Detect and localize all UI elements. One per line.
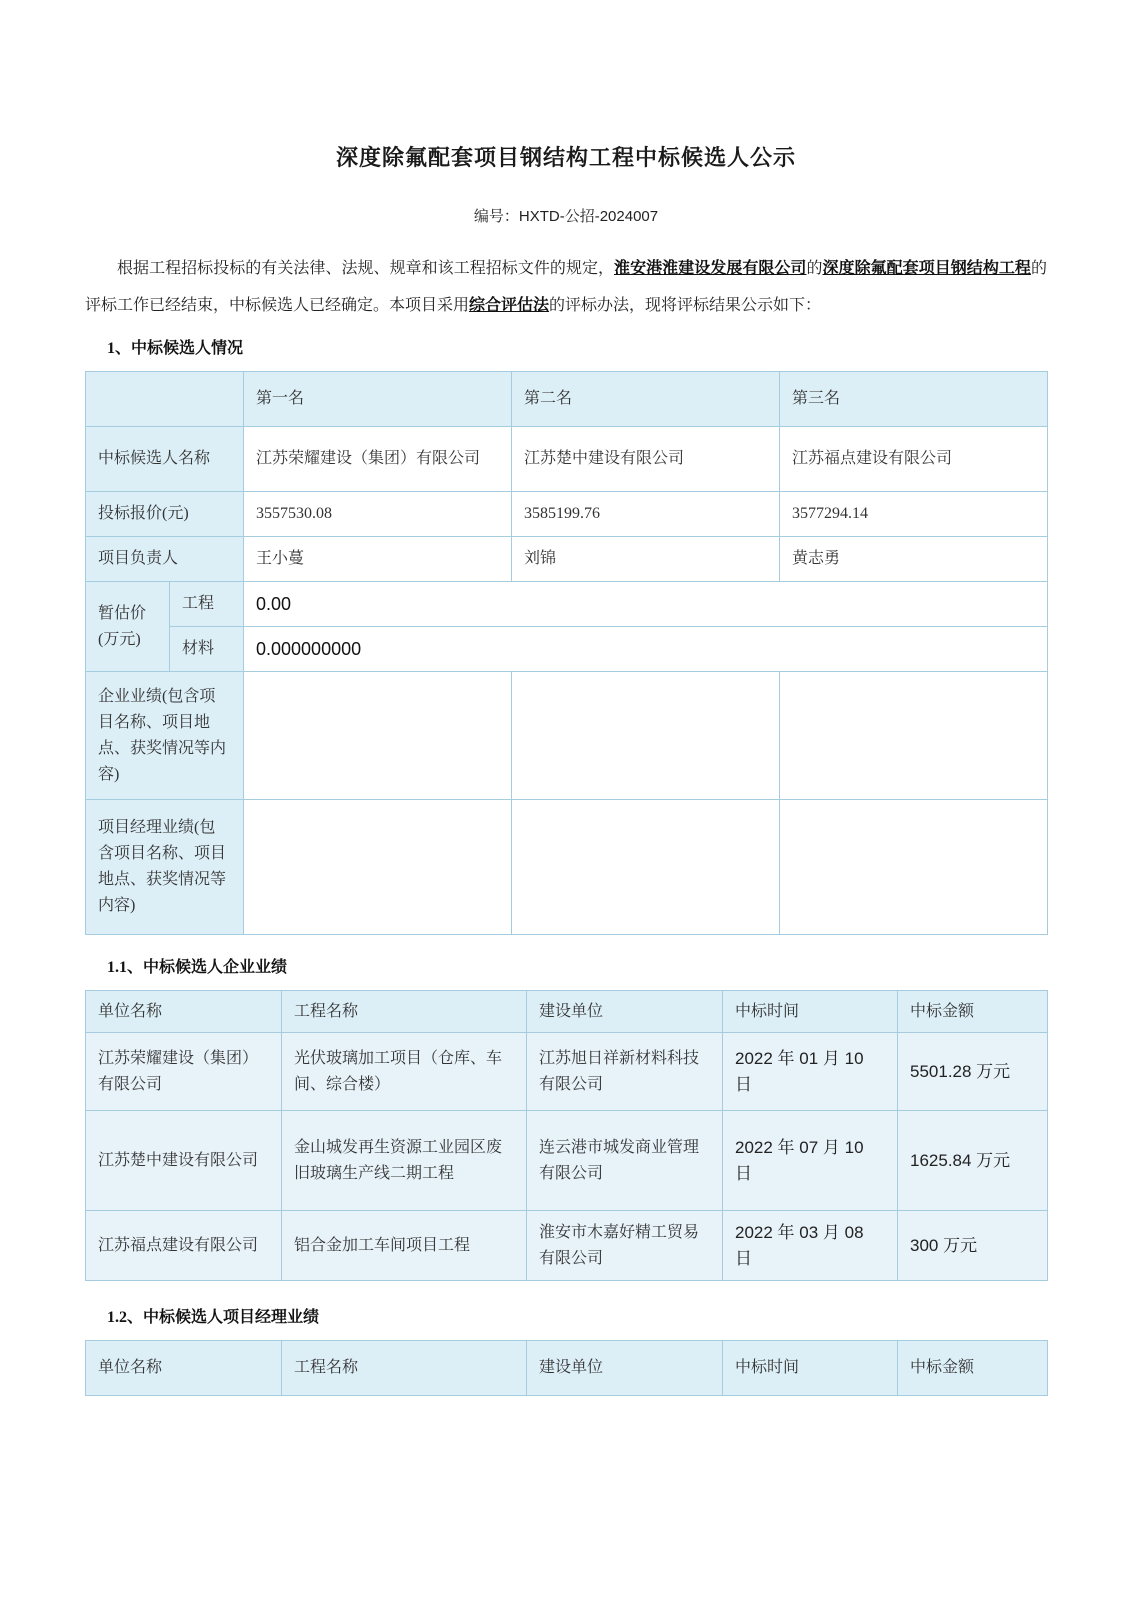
project-manager-1: 王小蔓 bbox=[244, 537, 512, 582]
col-header-company: 单位名称 bbox=[86, 1341, 282, 1396]
page-title: 深度除氟配套项目钢结构工程中标候选人公示 bbox=[335, 145, 796, 170]
cell-company: 江苏楚中建设有限公司 bbox=[86, 1111, 282, 1211]
cell-owner: 淮安市木嘉好精工贸易有限公司 bbox=[527, 1211, 723, 1281]
cell-amount: 1625.84 万元 bbox=[898, 1111, 1048, 1211]
doc-number: 编号：HXTD-公招-2024007 bbox=[473, 208, 659, 225]
cell-project: 金山城发再生资源工业园区废旧玻璃生产线二期工程 bbox=[282, 1111, 527, 1211]
intro-paragraph bbox=[85, 250, 1047, 324]
project-manager-3: 黄志勇 bbox=[780, 537, 1048, 582]
table-row bbox=[86, 1111, 1048, 1211]
row-label: 项目负责人 bbox=[86, 537, 244, 582]
cell-company: 江苏荣耀建设（集团）有限公司 bbox=[86, 1033, 282, 1111]
intro-lead: 根据工程招标投标的有关法律、法规、规章和该工程招标文件的规定， bbox=[117, 260, 615, 277]
table-row bbox=[86, 492, 1048, 537]
enterprise-performance-label: 企业业绩(包含项目名称、项目地点、获奖情况等内容) bbox=[86, 672, 244, 800]
estimate-label-line1: 暂估价 bbox=[98, 604, 147, 622]
enterprise-performance-2 bbox=[512, 672, 780, 800]
cell-owner: 江苏旭日祥新材料科技有限公司 bbox=[527, 1033, 723, 1111]
col-header-owner: 建设单位 bbox=[527, 991, 723, 1033]
rank-header-first: 第一名 bbox=[244, 372, 512, 427]
cell-project: 光伏玻璃加工项目（仓库、车间、综合楼） bbox=[282, 1033, 527, 1111]
candidate-name-1: 江苏荣耀建设（集团）有限公司 bbox=[244, 427, 512, 492]
col-header-date: 中标时间 bbox=[723, 1341, 898, 1396]
pm-performance-table bbox=[85, 1340, 1048, 1396]
table-row bbox=[86, 672, 1048, 800]
bid-price-1: 3557530.08 bbox=[244, 492, 512, 537]
section-1-heading: 1、中标候选人情况 bbox=[107, 340, 244, 357]
section-1-1-heading: 1.1、中标候选人企业业绩 bbox=[107, 959, 288, 976]
cell-company: 江苏福点建设有限公司 bbox=[86, 1211, 282, 1281]
candidates-table bbox=[85, 371, 1048, 935]
intro-tail: 的评标办法，现将评标结果公示如下： bbox=[549, 297, 822, 314]
table-row bbox=[86, 627, 1048, 672]
col-header-company: 单位名称 bbox=[86, 991, 282, 1033]
col-header-date: 中标时间 bbox=[723, 991, 898, 1033]
table-row bbox=[86, 582, 1048, 627]
cell-project: 铝合金加工车间项目工程 bbox=[282, 1211, 527, 1281]
project-name: 深度除氟配套项目钢结构工程 bbox=[822, 260, 1031, 277]
intro-conn: 的 bbox=[806, 260, 823, 277]
enterprise-performance-1 bbox=[244, 672, 512, 800]
enterprise-performance-3 bbox=[780, 672, 1048, 800]
table-row bbox=[86, 427, 1048, 492]
cell-date: 2022 年 07 月 10 日 bbox=[723, 1111, 898, 1211]
evaluation-method: 综合评估法 bbox=[469, 297, 550, 314]
section-1-2-heading: 1.2、中标候选人项目经理业绩 bbox=[107, 1309, 320, 1326]
estimate-material-value: 0.000000000 bbox=[244, 627, 1048, 672]
enterprise-performance-table bbox=[85, 990, 1048, 1281]
table-header-row bbox=[86, 991, 1048, 1033]
manager-performance-2 bbox=[512, 800, 780, 935]
manager-performance-3 bbox=[780, 800, 1048, 935]
table-row bbox=[86, 537, 1048, 582]
col-header-amount: 中标金额 bbox=[898, 991, 1048, 1033]
estimate-label-line2: (万元) bbox=[98, 630, 141, 648]
table-row bbox=[86, 800, 1048, 935]
estimate-sub-label: 工程 bbox=[170, 582, 244, 627]
bid-price-2: 3585199.76 bbox=[512, 492, 780, 537]
col-header-project: 工程名称 bbox=[282, 1341, 527, 1396]
bid-price-3: 3577294.14 bbox=[780, 492, 1048, 537]
cell-owner: 连云港市城发商业管理有限公司 bbox=[527, 1111, 723, 1211]
col-header-amount: 中标金额 bbox=[898, 1341, 1048, 1396]
corner-cell bbox=[86, 372, 244, 427]
table-header-row bbox=[86, 1341, 1048, 1396]
estimate-label bbox=[86, 582, 170, 672]
table-row bbox=[86, 1211, 1048, 1281]
cell-date: 2022 年 01 月 10 日 bbox=[723, 1033, 898, 1111]
cell-amount: 5501.28 万元 bbox=[898, 1033, 1048, 1111]
cell-amount: 300 万元 bbox=[898, 1211, 1048, 1281]
intro-mid: 的评标工作已经结束，中标候选人已经确定。本项目采用 bbox=[85, 260, 1047, 314]
table-row bbox=[86, 372, 1048, 427]
candidate-name-3: 江苏福点建设有限公司 bbox=[780, 427, 1048, 492]
estimate-engineering-value: 0.00 bbox=[244, 582, 1048, 627]
table-row bbox=[86, 1033, 1048, 1111]
manager-performance-1 bbox=[244, 800, 512, 935]
estimate-sub-label: 材料 bbox=[170, 627, 244, 672]
row-label: 中标候选人名称 bbox=[86, 427, 244, 492]
row-label: 投标报价(元) bbox=[86, 492, 244, 537]
tenderee-name: 淮安港淮建设发展有限公司 bbox=[614, 260, 807, 277]
cell-date: 2022 年 03 月 08 日 bbox=[723, 1211, 898, 1281]
candidate-name-2: 江苏楚中建设有限公司 bbox=[512, 427, 780, 492]
col-header-project: 工程名称 bbox=[282, 991, 527, 1033]
project-manager-2: 刘锦 bbox=[512, 537, 780, 582]
rank-header-third: 第三名 bbox=[780, 372, 1048, 427]
rank-header-second: 第二名 bbox=[512, 372, 780, 427]
col-header-owner: 建设单位 bbox=[527, 1341, 723, 1396]
manager-performance-label: 项目经理业绩(包含项目名称、项目地点、获奖情况等内容) bbox=[86, 800, 244, 935]
